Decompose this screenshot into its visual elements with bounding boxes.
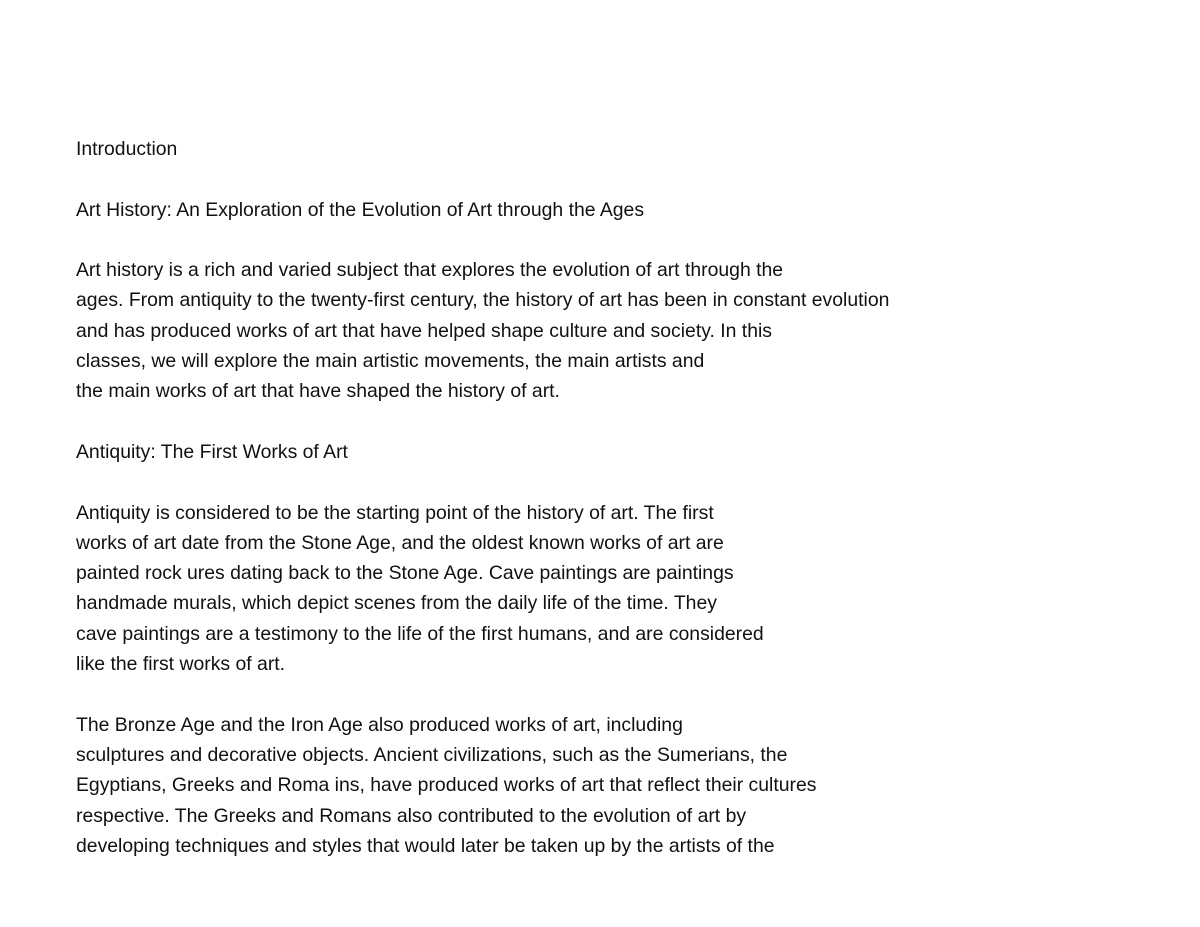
- antiquity-section-heading-text: Antiquity: The First Works of Art: [76, 440, 348, 463]
- antiquity-paragraph-line: developing techniques and styles that would later be taken up by the artists of the: [76, 834, 775, 857]
- antiquity-paragraph-line: Egyptians, Greeks and Roma ins, have produced works of art that reflect their cultures: [76, 774, 817, 797]
- intro-paragraph: [76, 255, 1136, 406]
- intro-paragraph-line: ages. From antiquity to the twenty-first century, the history of art has been in constant evolution: [76, 289, 890, 312]
- intro-paragraph-line: classes, we will explore the main artistic movements, the main artists and: [76, 350, 705, 373]
- intro-paragraph-line: Art history is a rich and varied subject that explores the evolution of art through the: [76, 259, 784, 282]
- antiquity-paragraph-line: Antiquity is considered to be the starting point of the history of art. The first: [76, 501, 714, 524]
- document-body: [76, 134, 1136, 891]
- antiquity-section-heading: [76, 437, 1136, 467]
- antiquity-paragraph-line: sculptures and decorative objects. Ancient civilizations, such as the Sumerians, the: [76, 743, 788, 766]
- antiquity-paragraph-line: handmade murals, which depict scenes from the daily life of the time. They: [76, 592, 717, 615]
- antiquity-paragraph-line: works of art date from the Stone Age, and the oldest known works of art are: [76, 531, 724, 554]
- antiquity-paragraph-line: like the first works of art.: [76, 653, 286, 676]
- antiquity-paragraph-1: [76, 498, 1136, 680]
- antiquity-paragraph-line: respective. The Greeks and Romans also contributed to the evolution of art by: [76, 804, 747, 827]
- antiquity-paragraph-line: The Bronze Age and the Iron Age also produced works of art, including: [76, 713, 683, 736]
- document-title: [76, 195, 1136, 225]
- antiquity-paragraph-2: [76, 710, 1136, 861]
- antiquity-paragraph-line: painted rock ures dating back to the Stone Age. Cave paintings are paintings: [76, 562, 734, 585]
- intro-paragraph-line: and has produced works of art that have helped shape culture and society. In this: [76, 319, 772, 342]
- introduction-heading-text: Introduction: [76, 138, 178, 160]
- document-title-text: Art History: An Exploration of the Evolution of Art through the Ages: [76, 198, 645, 221]
- intro-paragraph-line: the main works of art that have shaped the history of art.: [76, 380, 560, 403]
- antiquity-paragraph-line: cave paintings are a testimony to the life of the first humans, and are considered: [76, 622, 764, 645]
- introduction-heading: [76, 134, 1136, 164]
